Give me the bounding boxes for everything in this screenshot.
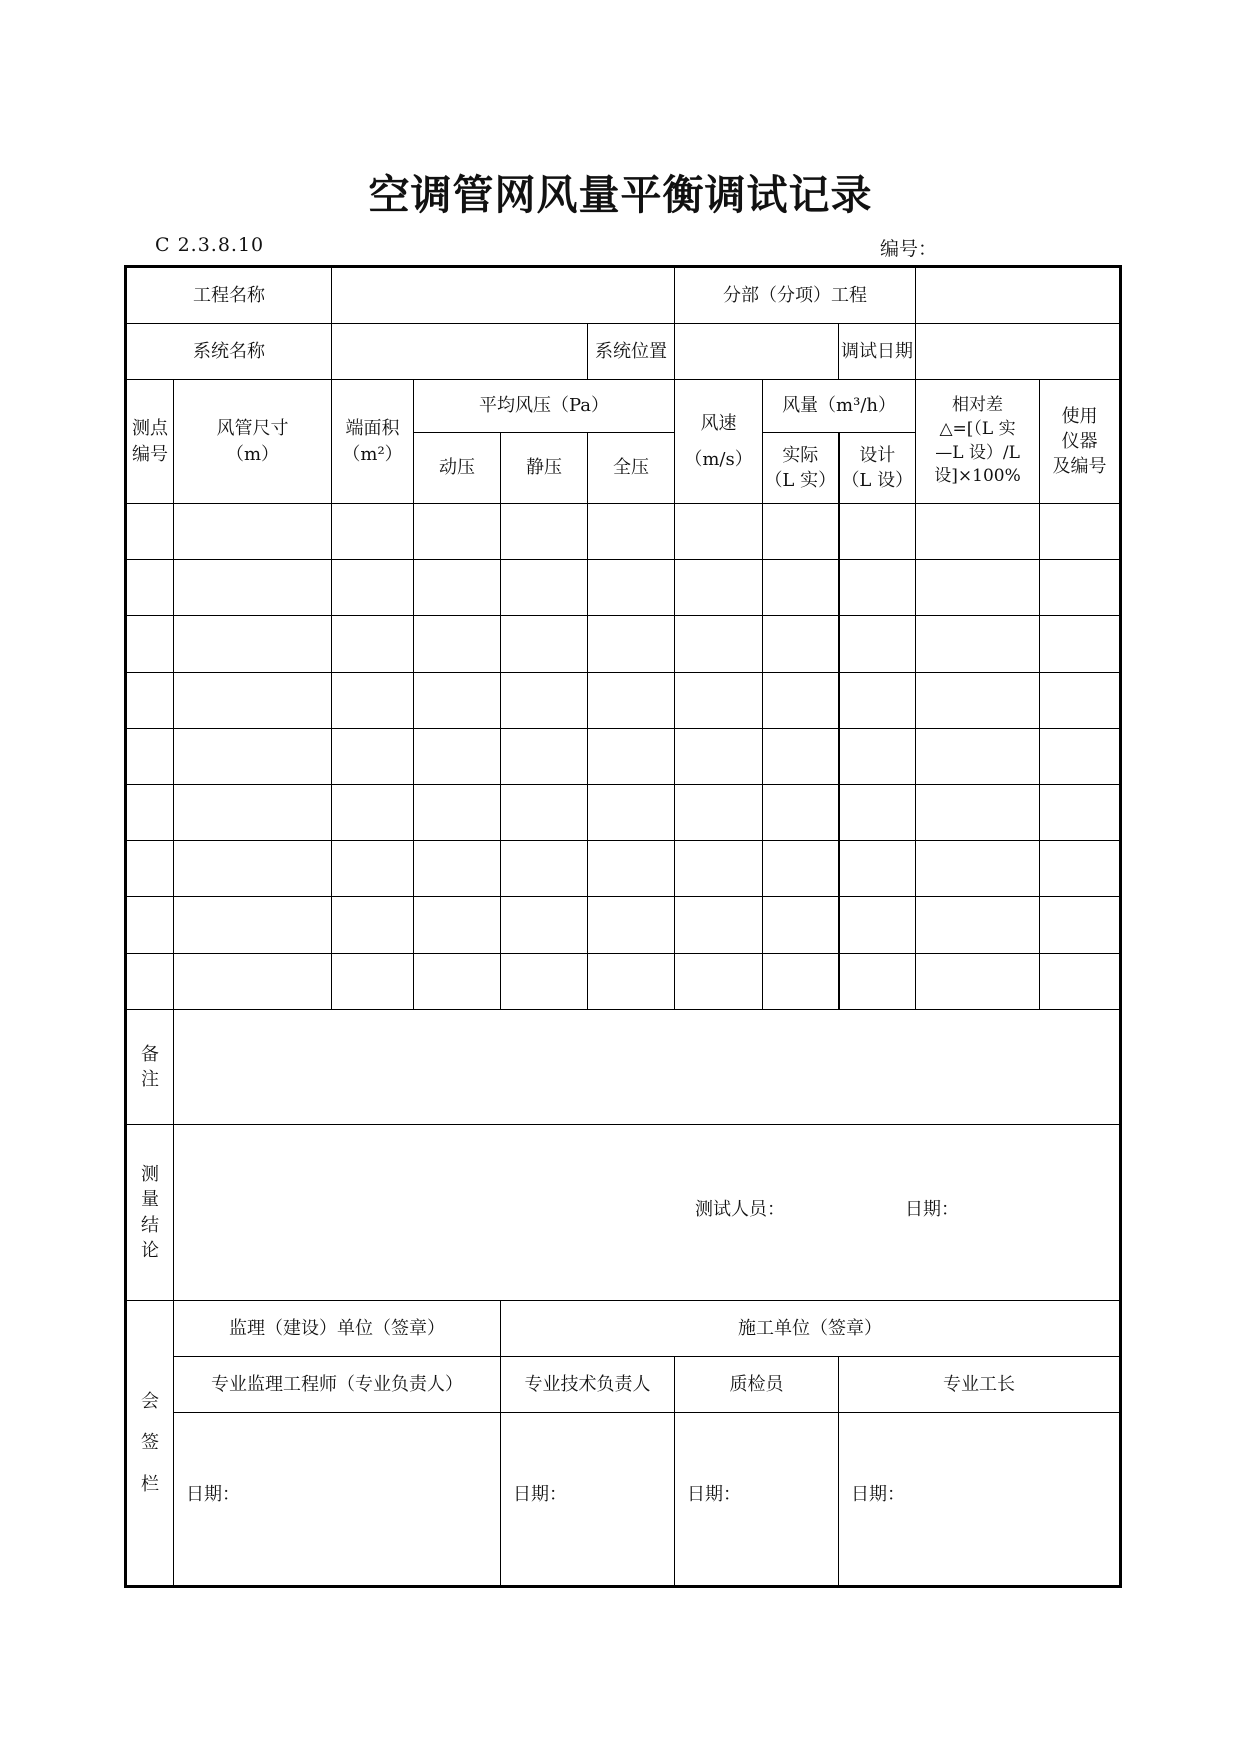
- velocity-cell[interactable]: [675, 897, 763, 953]
- total-pressure-cell[interactable]: [588, 784, 675, 840]
- relative-difference-cell[interactable]: [916, 784, 1040, 840]
- section-area-cell[interactable]: [332, 616, 414, 672]
- design-airflow-cell[interactable]: [839, 897, 916, 953]
- col-instrument: 使用 仪器 及编号: [1040, 380, 1121, 503]
- actual-airflow-cell[interactable]: [763, 672, 839, 728]
- section-area-cell[interactable]: [332, 560, 414, 616]
- design-airflow-cell[interactable]: [839, 784, 916, 840]
- col-airflow: 风量（m³/h）: [763, 380, 916, 432]
- total-pressure-cell[interactable]: [588, 616, 675, 672]
- instrument-cell[interactable]: [1040, 953, 1121, 1009]
- actual-airflow-cell[interactable]: [763, 897, 839, 953]
- conclusion-label: 测 量 结 论: [126, 1125, 174, 1301]
- duct-size-cell[interactable]: [174, 784, 332, 840]
- table-row: [126, 672, 1121, 728]
- system-name-label: 系统名称: [126, 324, 332, 380]
- design-airflow-cell[interactable]: [839, 953, 916, 1009]
- supervisor-date-label: 日期：: [186, 1483, 240, 1505]
- conclusion-date-label: 日期：: [905, 1198, 960, 1220]
- static-pressure-cell[interactable]: [501, 897, 588, 953]
- section-area-cell[interactable]: [332, 503, 414, 559]
- section-area-cell[interactable]: [332, 672, 414, 728]
- velocity-cell[interactable]: [675, 616, 763, 672]
- remarks-field[interactable]: [174, 1009, 1121, 1124]
- duct-size-cell[interactable]: [174, 503, 332, 559]
- tech-lead-label: 专业技术负责人: [501, 1357, 675, 1413]
- relative-difference-cell[interactable]: [916, 672, 1040, 728]
- section-area-cell[interactable]: [332, 728, 414, 784]
- col-actual-airflow: 实际 （L 实）: [763, 432, 839, 503]
- total-pressure-cell[interactable]: [588, 503, 675, 559]
- sub-project-field[interactable]: [916, 267, 1121, 324]
- supervisor-engineer-label: 专业监理工程师（专业负责人）: [174, 1357, 501, 1413]
- static-pressure-cell[interactable]: [501, 616, 588, 672]
- design-airflow-cell[interactable]: [839, 560, 916, 616]
- point-number-cell[interactable]: [126, 503, 174, 559]
- instrument-cell[interactable]: [1040, 728, 1121, 784]
- relative-difference-cell[interactable]: [916, 728, 1040, 784]
- design-airflow-cell[interactable]: [839, 672, 916, 728]
- total-pressure-cell[interactable]: [588, 897, 675, 953]
- sub-project-label: 分部（分项）工程: [675, 267, 916, 324]
- instrument-cell[interactable]: [1040, 672, 1121, 728]
- velocity-cell[interactable]: [675, 953, 763, 1009]
- construction-unit-label: 施工单位（签章）: [501, 1300, 1121, 1356]
- inspector-date-label: 日期：: [687, 1483, 742, 1505]
- instrument-cell[interactable]: [1040, 784, 1121, 840]
- signoff-label: 会 签 栏: [126, 1300, 174, 1586]
- dynamic-pressure-cell[interactable]: [414, 953, 501, 1009]
- col-duct-size: 风管尺寸 （m）: [174, 380, 332, 503]
- data-rows: [126, 503, 1121, 1009]
- design-airflow-cell[interactable]: [839, 728, 916, 784]
- point-number-cell[interactable]: [126, 616, 174, 672]
- col-avg-pressure: 平均风压（Pa）: [414, 380, 675, 432]
- section-area-cell[interactable]: [332, 953, 414, 1009]
- total-pressure-cell[interactable]: [588, 841, 675, 897]
- actual-airflow-cell[interactable]: [763, 784, 839, 840]
- total-pressure-cell[interactable]: [588, 560, 675, 616]
- instrument-cell[interactable]: [1040, 897, 1121, 953]
- dynamic-pressure-cell[interactable]: [414, 841, 501, 897]
- conclusion-field[interactable]: [174, 1125, 1121, 1301]
- static-pressure-cell[interactable]: [501, 728, 588, 784]
- relative-difference-cell[interactable]: [916, 841, 1040, 897]
- actual-airflow-cell[interactable]: [763, 728, 839, 784]
- serial-number-label: 编号：: [880, 238, 938, 260]
- point-number-cell[interactable]: [126, 841, 174, 897]
- tech-lead-signature-field[interactable]: [501, 1413, 675, 1587]
- dynamic-pressure-cell[interactable]: [414, 616, 501, 672]
- project-name-field[interactable]: [332, 267, 675, 324]
- system-name-field[interactable]: [332, 324, 588, 380]
- page-title: 空调管网风量平衡调试记录: [368, 171, 873, 219]
- actual-airflow-cell[interactable]: [763, 616, 839, 672]
- duct-size-cell[interactable]: [174, 616, 332, 672]
- actual-airflow-cell[interactable]: [763, 560, 839, 616]
- static-pressure-cell[interactable]: [501, 560, 588, 616]
- point-number-cell[interactable]: [126, 560, 174, 616]
- foreman-label: 专业工长: [839, 1357, 1121, 1413]
- static-pressure-cell[interactable]: [501, 784, 588, 840]
- relative-difference-cell[interactable]: [916, 953, 1040, 1009]
- inspector-label: 质检员: [675, 1357, 839, 1413]
- duct-size-cell[interactable]: [174, 897, 332, 953]
- point-number-cell[interactable]: [126, 953, 174, 1009]
- col-relative-difference: 相对差 △=[（L 实 —L 设）/L 设]×100%: [916, 380, 1040, 503]
- point-number-cell[interactable]: [126, 784, 174, 840]
- instrument-cell[interactable]: [1040, 616, 1121, 672]
- instrument-cell[interactable]: [1040, 841, 1121, 897]
- table-row: [126, 560, 1121, 616]
- duct-size-cell[interactable]: [174, 953, 332, 1009]
- instrument-cell[interactable]: [1040, 560, 1121, 616]
- col-velocity: 风速 （m/s）: [675, 380, 763, 503]
- duct-size-cell[interactable]: [174, 560, 332, 616]
- table-row: [126, 897, 1121, 953]
- test-date-label: 调试日期: [839, 324, 916, 380]
- col-dynamic-pressure: 动压: [414, 432, 501, 503]
- dynamic-pressure-cell[interactable]: [414, 560, 501, 616]
- table-row: [126, 728, 1121, 784]
- system-location-label: 系统位置: [588, 324, 675, 380]
- dynamic-pressure-cell[interactable]: [414, 784, 501, 840]
- table-row: [126, 616, 1121, 672]
- duct-size-cell[interactable]: [174, 728, 332, 784]
- foreman-signature-field[interactable]: [839, 1413, 1121, 1587]
- static-pressure-cell[interactable]: [501, 503, 588, 559]
- velocity-cell[interactable]: [675, 841, 763, 897]
- total-pressure-cell[interactable]: [588, 728, 675, 784]
- design-airflow-cell[interactable]: [839, 503, 916, 559]
- actual-airflow-cell[interactable]: [763, 953, 839, 1009]
- static-pressure-cell[interactable]: [501, 841, 588, 897]
- test-date-field[interactable]: [916, 324, 1121, 380]
- dynamic-pressure-cell[interactable]: [414, 672, 501, 728]
- static-pressure-cell[interactable]: [501, 953, 588, 1009]
- static-pressure-cell[interactable]: [501, 672, 588, 728]
- velocity-cell[interactable]: [675, 672, 763, 728]
- project-name-label: 工程名称: [126, 267, 332, 324]
- velocity-cell[interactable]: [675, 503, 763, 559]
- point-number-cell[interactable]: [126, 728, 174, 784]
- dynamic-pressure-cell[interactable]: [414, 897, 501, 953]
- table-row: [126, 841, 1121, 897]
- instrument-cell[interactable]: [1040, 503, 1121, 559]
- relative-difference-cell[interactable]: [916, 503, 1040, 559]
- col-design-airflow: 设计 （L 设）: [839, 432, 916, 503]
- col-total-pressure: 全压: [588, 432, 675, 503]
- record-form: [124, 265, 1122, 1588]
- section-area-cell[interactable]: [332, 841, 414, 897]
- section-area-cell[interactable]: [332, 897, 414, 953]
- actual-airflow-cell[interactable]: [763, 503, 839, 559]
- col-point-number: 测点 编号: [126, 380, 174, 503]
- table-row: [126, 784, 1121, 840]
- remarks-label: 备 注: [126, 1009, 174, 1124]
- actual-airflow-cell[interactable]: [763, 841, 839, 897]
- point-number-cell[interactable]: [126, 672, 174, 728]
- relative-difference-cell[interactable]: [916, 616, 1040, 672]
- inspector-signature-field[interactable]: [675, 1413, 839, 1587]
- velocity-cell[interactable]: [675, 560, 763, 616]
- velocity-cell[interactable]: [675, 784, 763, 840]
- tester-label: 测试人员：: [695, 1198, 786, 1220]
- duct-size-cell[interactable]: [174, 841, 332, 897]
- tech-lead-date-label: 日期：: [513, 1483, 568, 1505]
- col-static-pressure: 静压: [501, 432, 588, 503]
- dynamic-pressure-cell[interactable]: [414, 728, 501, 784]
- relative-difference-cell[interactable]: [916, 897, 1040, 953]
- duct-size-cell[interactable]: [174, 672, 332, 728]
- supervisor-unit-label: 监理（建设）单位（签章）: [174, 1300, 501, 1356]
- dynamic-pressure-cell[interactable]: [414, 503, 501, 559]
- velocity-cell[interactable]: [675, 728, 763, 784]
- supervisor-signature-field[interactable]: [174, 1413, 501, 1587]
- point-number-cell[interactable]: [126, 897, 174, 953]
- total-pressure-cell[interactable]: [588, 953, 675, 1009]
- table-row: [126, 953, 1121, 1009]
- system-location-field[interactable]: [675, 324, 839, 380]
- col-section-area: 端面积 （m²）: [332, 380, 414, 503]
- form-code: C 2.3.8.10: [155, 234, 265, 256]
- table-row: [126, 503, 1121, 559]
- section-area-cell[interactable]: [332, 784, 414, 840]
- relative-difference-cell[interactable]: [916, 560, 1040, 616]
- design-airflow-cell[interactable]: [839, 616, 916, 672]
- design-airflow-cell[interactable]: [839, 841, 916, 897]
- foreman-date-label: 日期：: [851, 1483, 906, 1505]
- total-pressure-cell[interactable]: [588, 672, 675, 728]
